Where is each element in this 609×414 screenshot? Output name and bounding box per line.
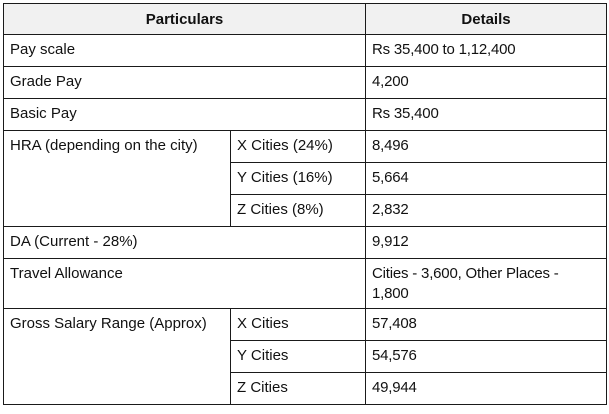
table-row <box>4 35 607 67</box>
table-header-row <box>4 4 607 35</box>
salary-table <box>3 3 607 405</box>
header-particulars: Particulars <box>4 4 366 35</box>
basic-pay-value: Rs 35,400 <box>366 99 607 131</box>
hra-x-label: X Cities (24%) <box>231 131 366 163</box>
gross-salary-label: Gross Salary Range (Approx) <box>4 309 231 405</box>
travel-allowance-value: Cities - 3,600, Other Places - 1,800 <box>366 259 607 309</box>
basic-pay-label: Basic Pay <box>4 99 366 131</box>
pay-scale-label: Pay scale <box>4 35 366 67</box>
table-row <box>4 131 607 163</box>
gross-y-label: Y Cities <box>231 341 366 373</box>
table-row <box>4 259 607 309</box>
header-details: Details <box>366 4 607 35</box>
table-row <box>4 99 607 131</box>
gross-x-label: X Cities <box>231 309 366 341</box>
hra-y-value: 5,664 <box>366 163 607 195</box>
gross-y-value: 54,576 <box>366 341 607 373</box>
gross-x-value: 57,408 <box>366 309 607 341</box>
hra-x-value: 8,496 <box>366 131 607 163</box>
gross-z-value: 49,944 <box>366 373 607 405</box>
hra-label: HRA (depending on the city) <box>4 131 231 227</box>
hra-y-label: Y Cities (16%) <box>231 163 366 195</box>
table-row <box>4 309 607 341</box>
grade-pay-value: 4,200 <box>366 67 607 99</box>
pay-scale-value: Rs 35,400 to 1,12,400 <box>366 35 607 67</box>
grade-pay-label: Grade Pay <box>4 67 366 99</box>
table-row <box>4 67 607 99</box>
table-row <box>4 227 607 259</box>
hra-z-value: 2,832 <box>366 195 607 227</box>
da-value: 9,912 <box>366 227 607 259</box>
da-label: DA (Current - 28%) <box>4 227 366 259</box>
hra-z-label: Z Cities (8%) <box>231 195 366 227</box>
gross-z-label: Z Cities <box>231 373 366 405</box>
travel-allowance-label: Travel Allowance <box>4 259 366 309</box>
